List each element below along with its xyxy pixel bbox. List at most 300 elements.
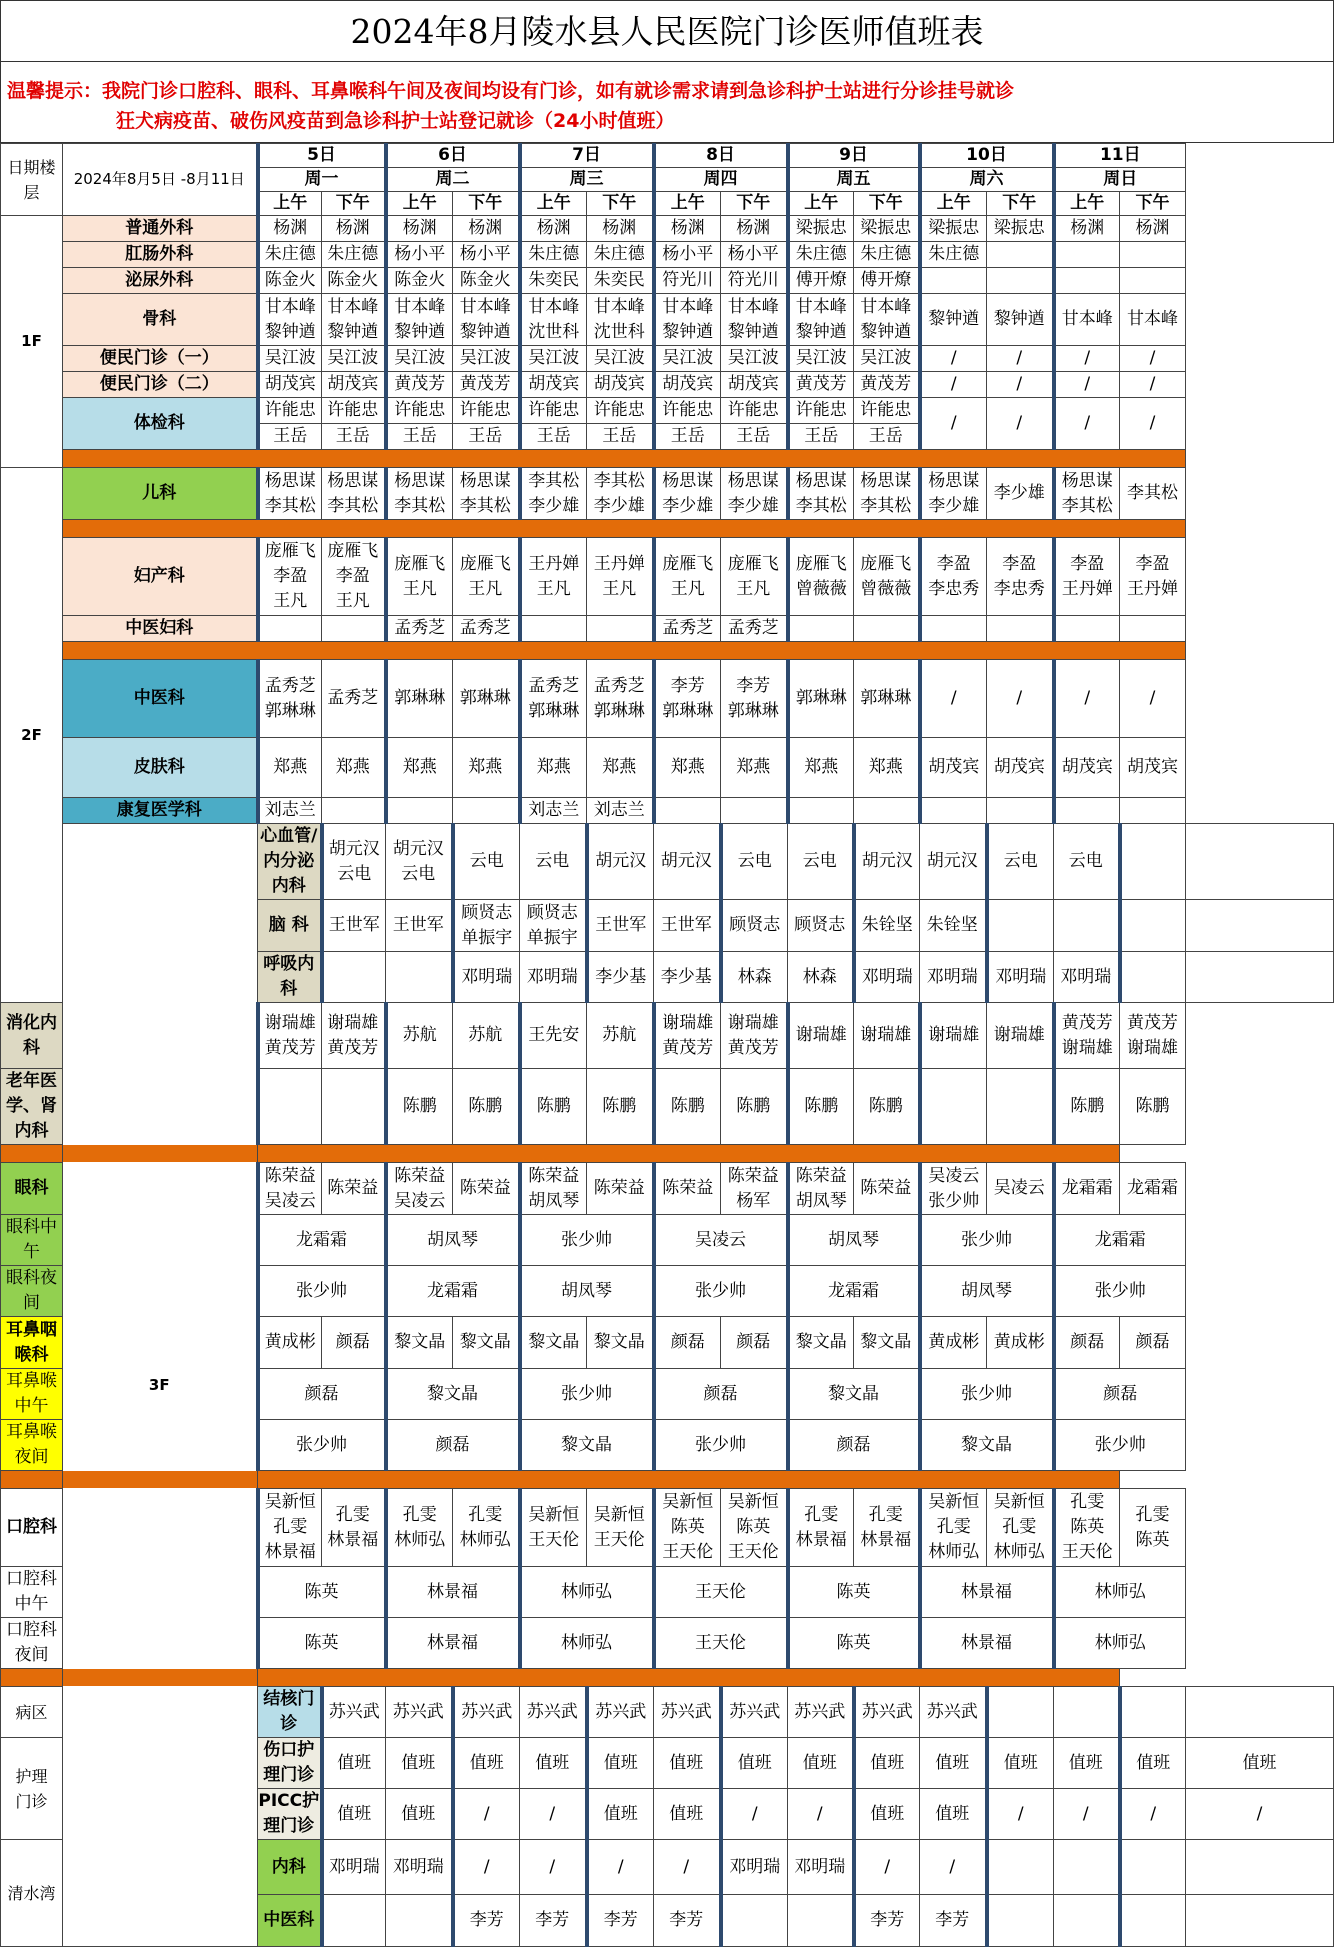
doctor-cell: /: [987, 660, 1054, 738]
doctor-cell: 值班: [322, 1789, 386, 1840]
doctor-cell: 黎文晶: [587, 1317, 654, 1369]
department-name: 眼科中午: [1, 1215, 63, 1266]
doctor-cell: 胡茂宾: [520, 372, 587, 398]
doctor-cell: 孟秀芝 郭琳琳: [258, 660, 322, 738]
doctor-cell: 庞雁飞 王凡: [453, 538, 520, 616]
doctor-cell: 朱奕民: [587, 268, 654, 294]
am-label: 上午: [520, 192, 587, 216]
doctor-cell: [1054, 1895, 1120, 1947]
doctor-cell: 甘本峰 黎钟遒: [258, 294, 322, 346]
doctor-cell: 朱奕民: [520, 268, 587, 294]
doctor-cell: [1186, 1895, 1334, 1947]
doctor-cell: [322, 1895, 386, 1947]
doctor-cell: [1120, 952, 1186, 1003]
doctor-cell: 杨小平: [654, 242, 721, 268]
doctor-cell: 王先安: [520, 1003, 587, 1069]
doctor-cell: [587, 616, 654, 642]
doctor-cell: 杨渊: [587, 216, 654, 242]
doctor-cell: /: [1120, 346, 1186, 372]
doctor-cell: 郑燕: [520, 738, 587, 798]
doctor-cell: [322, 616, 386, 642]
doctor-cell: [1120, 242, 1186, 268]
doctor-cell: 朱庄德: [322, 242, 386, 268]
doctor-cell: 邓明瑞: [386, 1840, 453, 1895]
doctor-cell: 吴江波: [258, 346, 322, 372]
duty-doctor-cell: 龙霜霜: [788, 1266, 920, 1317]
duty-doctor-cell: 颜磊: [1054, 1369, 1186, 1420]
pm-label: 下午: [987, 192, 1054, 216]
doctor-cell: 李芳: [520, 1895, 587, 1947]
doctor-cell: 胡茂宾: [322, 372, 386, 398]
doctor-cell: 甘本峰 黎钟遒: [721, 294, 788, 346]
doctor-cell: [788, 1895, 854, 1947]
duty-doctor-cell: 张少帅: [920, 1369, 1054, 1420]
duty-doctor-cell: 林师弘: [520, 1567, 654, 1618]
doctor-cell: /: [788, 1789, 854, 1840]
department-name: 肛肠外科: [63, 242, 258, 268]
doctor-cell: 黎文晶: [386, 1317, 453, 1369]
floor-label: 护理 门诊: [1, 1738, 63, 1840]
doctor-cell: 陈荣益: [587, 1163, 654, 1215]
doctor-cell: 傅开燎: [854, 268, 920, 294]
doctor-cell: 陈荣益: [322, 1163, 386, 1215]
doctor-cell: 值班: [1120, 1738, 1186, 1789]
header-date-range: 2024年8月5日 -8月11日: [63, 144, 258, 216]
doctor-cell: 李其松: [1120, 468, 1186, 520]
header-corner: 日期楼层: [1, 144, 63, 216]
doctor-cell: 谢瑞雄: [788, 1003, 854, 1069]
doctor-cell: 朱庄德: [920, 242, 987, 268]
doctor-cell: 郑燕: [453, 738, 520, 798]
doctor-cell: 吴新恒 陈英 王天伦: [654, 1489, 721, 1567]
duty-doctor-cell: 龙霜霜: [386, 1266, 520, 1317]
doctor-cell: 杨思谋 李其松: [258, 468, 322, 520]
doctor-cell: 值班: [1054, 1738, 1120, 1789]
department-name: 内科: [258, 1840, 322, 1895]
doctor-cell: /: [520, 1840, 587, 1895]
doctor-cell: [1120, 616, 1186, 642]
department-name: 康复医学科: [63, 798, 258, 824]
doctor-cell: 苏兴武: [322, 1687, 386, 1738]
doctor-cell: 许能忠: [520, 398, 587, 424]
doctor-cell: 云电: [721, 824, 788, 900]
doctor-cell: 苏兴武: [587, 1687, 654, 1738]
doctor-cell: [987, 900, 1054, 952]
duty-doctor-cell: 林师弘: [520, 1618, 654, 1669]
doctor-cell: 杨思谋 李其松: [854, 468, 920, 520]
doctor-cell: 胡元汉: [654, 824, 721, 900]
doctor-cell: 谢瑞雄 黄茂芳: [721, 1003, 788, 1069]
doctor-cell: [1120, 1687, 1186, 1738]
doctor-cell: 杨思谋 李其松: [453, 468, 520, 520]
doctor-cell: [788, 616, 854, 642]
department-name: 中医科: [63, 660, 258, 738]
doctor-cell: 刘志兰: [587, 798, 654, 824]
doctor-cell: 梁振忠: [987, 216, 1054, 242]
department-name: 脑 科: [258, 900, 322, 952]
doctor-cell: [386, 1895, 453, 1947]
doctor-cell: 孟秀芝 郭琳琳: [587, 660, 654, 738]
doctor-cell: 甘本峰 黎钟遒: [654, 294, 721, 346]
doctor-cell: 郑燕: [322, 738, 386, 798]
doctor-cell: 苏兴武: [654, 1687, 721, 1738]
doctor-cell: 孔雯 林师弘: [453, 1489, 520, 1567]
doctor-cell: 陈荣益: [854, 1163, 920, 1215]
doctor-cell: 甘本峰 沈世科: [587, 294, 654, 346]
doctor-cell: 甘本峰: [1120, 294, 1186, 346]
doctor-cell: 陈金火: [258, 268, 322, 294]
day-date: 5日: [258, 144, 386, 168]
doctor-cell: 值班: [386, 1789, 453, 1840]
department-name: 口腔科中午: [1, 1567, 63, 1618]
doctor-cell: 郑燕: [587, 738, 654, 798]
doctor-cell: 陈荣益 胡凤琴: [520, 1163, 587, 1215]
doctor-cell: 杨渊: [520, 216, 587, 242]
duty-doctor-cell: 林师弘: [1054, 1618, 1186, 1669]
floor-label: 1F: [1, 216, 63, 468]
doctor-cell: [987, 1895, 1054, 1947]
duty-doctor-cell: 张少帅: [654, 1420, 788, 1471]
duty-doctor-cell: 龙霜霜: [1054, 1215, 1186, 1266]
doctor-cell: [920, 268, 987, 294]
doctor-cell: 邓明瑞: [920, 952, 987, 1003]
doctor-cell: 谢瑞雄: [854, 1003, 920, 1069]
section-separator: [1, 1471, 1120, 1489]
department-name: 消化内科: [1, 1003, 63, 1069]
section-separator: [63, 450, 1186, 468]
day-date: 8日: [654, 144, 788, 168]
doctor-cell: [721, 798, 788, 824]
doctor-cell: 朱铨坚: [920, 900, 987, 952]
doctor-cell: 谢瑞雄 黄茂芳: [322, 1003, 386, 1069]
doctor-cell: 甘本峰 黎钟遒: [322, 294, 386, 346]
doctor-cell: 胡元汉 云电: [322, 824, 386, 900]
doctor-cell: [386, 798, 453, 824]
doctor-cell: 郭琳琳: [453, 660, 520, 738]
doctor-cell: 杨思谋 李其松: [788, 468, 854, 520]
doctor-cell: 颜磊: [654, 1317, 721, 1369]
doctor-cell: 吴江波: [587, 346, 654, 372]
doctor-cell: /: [654, 1840, 721, 1895]
doctor-cell: /: [1054, 372, 1120, 398]
doctor-cell: 王世军: [587, 900, 654, 952]
doctor-cell: [1120, 824, 1186, 900]
department-name: 中医妇科: [63, 616, 258, 642]
doctor-cell: 陈鹏: [854, 1069, 920, 1145]
doctor-cell: 吴新恒 孔雯 林师弘: [987, 1489, 1054, 1567]
doctor-cell: 谢瑞雄 黄茂芳: [258, 1003, 322, 1069]
doctor-cell: 吴江波: [386, 346, 453, 372]
doctor-cell: 李其松 李少雄: [587, 468, 654, 520]
doctor-cell: 吴新恒 王天伦: [587, 1489, 654, 1567]
am-label: 上午: [654, 192, 721, 216]
doctor-cell: 符光川: [654, 268, 721, 294]
doctor-cell: 值班: [721, 1738, 788, 1789]
doctor-cell: 吴新恒 王天伦: [520, 1489, 587, 1567]
doctor-cell: 李芳: [654, 1895, 721, 1947]
doctor-cell: 黄茂芳 谢瑞雄: [1054, 1003, 1120, 1069]
department-name: 心血管/内分泌内科: [258, 824, 322, 900]
duty-doctor-cell: 林景福: [386, 1618, 520, 1669]
doctor-cell: 杨渊: [453, 216, 520, 242]
doctor-cell: [920, 798, 987, 824]
doctor-cell: 梁振忠: [788, 216, 854, 242]
doctor-cell: 朱庄德: [258, 242, 322, 268]
department-name: PICC护理门诊: [258, 1789, 322, 1840]
am-label: 上午: [258, 192, 322, 216]
doctor-cell: 郑燕: [854, 738, 920, 798]
doctor-cell: 李其松 李少雄: [520, 468, 587, 520]
department-name: 儿科: [63, 468, 258, 520]
doctor-cell: [654, 798, 721, 824]
department-name: 中医科: [258, 1895, 322, 1947]
doctor-cell: 黄成彬: [258, 1317, 322, 1369]
doctor-cell: [987, 798, 1054, 824]
day-date: 6日: [386, 144, 520, 168]
doctor-cell: 郑燕: [788, 738, 854, 798]
doctor-cell: 黄茂芳: [788, 372, 854, 398]
am-label: 上午: [1054, 192, 1120, 216]
doctor-cell: 杨思谋 李其松: [1054, 468, 1120, 520]
doctor-cell: 黄茂芳: [386, 372, 453, 398]
doctor-cell: /: [987, 372, 1054, 398]
doctor-cell: 邓明瑞: [1054, 952, 1120, 1003]
doctor-cell: /: [520, 1789, 587, 1840]
doctor-cell: 杨渊: [258, 216, 322, 242]
doctor-cell: 颜磊: [1120, 1317, 1186, 1369]
pm-label: 下午: [322, 192, 386, 216]
doctor-cell: /: [920, 398, 987, 450]
doctor-cell: 杨渊: [1054, 216, 1120, 242]
doctor-cell: 值班: [788, 1738, 854, 1789]
doctor-cell: 符光川: [721, 268, 788, 294]
doctor-cell: 顾贤志: [721, 900, 788, 952]
doctor-cell: 王岳: [854, 424, 920, 450]
doctor-cell: [1120, 268, 1186, 294]
doctor-cell: 吴新恒 陈英 王天伦: [721, 1489, 788, 1567]
department-name: 眼科: [1, 1163, 63, 1215]
pm-label: 下午: [587, 192, 654, 216]
duty-doctor-cell: 张少帅: [258, 1266, 386, 1317]
doctor-cell: 陈鹏: [520, 1069, 587, 1145]
duty-doctor-cell: 颜磊: [258, 1369, 386, 1420]
doctor-cell: 王岳: [520, 424, 587, 450]
doctor-cell: 胡茂宾: [920, 738, 987, 798]
doctor-cell: 颜磊: [721, 1317, 788, 1369]
doctor-cell: 陈鹏: [453, 1069, 520, 1145]
doctor-cell: 黄茂芳 谢瑞雄: [1120, 1003, 1186, 1069]
doctor-cell: 郭琳琳: [386, 660, 453, 738]
duty-doctor-cell: 吴凌云: [654, 1215, 788, 1266]
doctor-cell: 陈金火: [322, 268, 386, 294]
doctor-cell: 王岳: [386, 424, 453, 450]
doctor-cell: 云电: [788, 824, 854, 900]
doctor-cell: 郑燕: [386, 738, 453, 798]
department-name: 呼吸内科: [258, 952, 322, 1003]
doctor-cell: 郑燕: [258, 738, 322, 798]
doctor-cell: [987, 242, 1054, 268]
floor-label: 清水湾: [1, 1840, 63, 1947]
doctor-cell: 杨思谋 李少雄: [721, 468, 788, 520]
doctor-cell: 谢瑞雄 黄茂芳: [654, 1003, 721, 1069]
doctor-cell: 孔雯 林师弘: [386, 1489, 453, 1567]
doctor-cell: 甘本峰 沈世科: [520, 294, 587, 346]
doctor-cell: 李盈 王丹婵: [1054, 538, 1120, 616]
doctor-cell: /: [453, 1789, 520, 1840]
doctor-cell: 杨思谋 李其松: [322, 468, 386, 520]
doctor-cell: 朱庄德: [788, 242, 854, 268]
doctor-cell: 黄成彬: [987, 1317, 1054, 1369]
doctor-cell: 孟秀芝: [386, 616, 453, 642]
doctor-cell: 朱庄德: [587, 242, 654, 268]
doctor-cell: /: [987, 398, 1054, 450]
day-date: 10日: [920, 144, 1054, 168]
duty-doctor-cell: 张少帅: [520, 1369, 654, 1420]
doctor-cell: [1054, 268, 1120, 294]
doctor-cell: 王岳: [322, 424, 386, 450]
doctor-cell: 朱庄德: [520, 242, 587, 268]
doctor-cell: [854, 798, 920, 824]
duty-doctor-cell: 林师弘: [1054, 1567, 1186, 1618]
doctor-cell: 陈金火: [386, 268, 453, 294]
doctor-cell: 吴新恒 孔雯 林景福: [258, 1489, 322, 1567]
doctor-cell: 陈荣益 吴凌云: [258, 1163, 322, 1215]
doctor-cell: [322, 952, 386, 1003]
doctor-cell: 苏兴武: [386, 1687, 453, 1738]
doctor-cell: [1186, 952, 1334, 1003]
doctor-cell: 陈鹏: [721, 1069, 788, 1145]
doctor-cell: 梁振忠: [920, 216, 987, 242]
doctor-cell: 黎钟遒: [987, 294, 1054, 346]
duty-doctor-cell: 胡凤琴: [788, 1215, 920, 1266]
doctor-cell: 黄茂芳: [854, 372, 920, 398]
doctor-cell: 杨小平: [453, 242, 520, 268]
doctor-cell: 陈荣益 胡凤琴: [788, 1163, 854, 1215]
doctor-cell: 胡元汉: [587, 824, 654, 900]
doctor-cell: 胡茂宾: [1054, 738, 1120, 798]
duty-doctor-cell: 王天伦: [654, 1567, 788, 1618]
doctor-cell: 陈荣益 吴凌云: [386, 1163, 453, 1215]
doctor-cell: 李芳: [920, 1895, 987, 1947]
doctor-cell: 庞雁飞 李盈 王凡: [258, 538, 322, 616]
doctor-cell: 庞雁飞 王凡: [386, 538, 453, 616]
day-weekday: 周一: [258, 168, 386, 192]
duty-doctor-cell: 胡凤琴: [386, 1215, 520, 1266]
doctor-cell: 许能忠: [322, 398, 386, 424]
doctor-cell: 王岳: [258, 424, 322, 450]
duty-doctor-cell: 张少帅: [654, 1266, 788, 1317]
day-weekday: 周三: [520, 168, 654, 192]
doctor-cell: 苏航: [587, 1003, 654, 1069]
doctor-cell: [721, 1895, 788, 1947]
doctor-cell: 庞雁飞 王凡: [654, 538, 721, 616]
doctor-cell: 孔雯 陈英: [1120, 1489, 1186, 1567]
doctor-cell: 林森: [721, 952, 788, 1003]
duty-doctor-cell: 黎文晶: [788, 1369, 920, 1420]
doctor-cell: 吴凌云: [987, 1163, 1054, 1215]
pm-label: 下午: [721, 192, 788, 216]
doctor-cell: 值班: [854, 1789, 920, 1840]
doctor-cell: 陈荣益 杨军: [721, 1163, 788, 1215]
duty-doctor-cell: 张少帅: [520, 1215, 654, 1266]
day-date: 7日: [520, 144, 654, 168]
floor-label: 2F: [1, 468, 63, 1003]
doctor-cell: 值班: [453, 1738, 520, 1789]
doctor-cell: 许能忠: [587, 398, 654, 424]
doctor-cell: 胡茂宾: [654, 372, 721, 398]
doctor-cell: 吴江波: [654, 346, 721, 372]
notice-box: [0, 62, 1334, 143]
doctor-cell: 胡元汉 云电: [386, 824, 453, 900]
duty-doctor-cell: 陈英: [788, 1618, 920, 1669]
department-name: 耳鼻喉夜间: [1, 1420, 63, 1471]
doctor-cell: 甘本峰 黎钟遒: [854, 294, 920, 346]
doctor-cell: [987, 1069, 1054, 1145]
doctor-cell: 苏兴武: [854, 1687, 920, 1738]
doctor-cell: 庞雁飞 曾薇薇: [854, 538, 920, 616]
duty-doctor-cell: 黎文晶: [386, 1369, 520, 1420]
department-name: 结核门诊: [258, 1687, 322, 1738]
duty-doctor-cell: 王天伦: [654, 1618, 788, 1669]
duty-doctor-cell: 陈英: [788, 1567, 920, 1618]
doctor-cell: [1120, 1840, 1186, 1895]
notice-line-2: 狂犬病疫苗、破伤风疫苗到急诊科护士站登记就诊（24小时值班）: [116, 110, 675, 132]
doctor-cell: 顾贤志 单振宇: [453, 900, 520, 952]
doctor-cell: 黎文晶: [520, 1317, 587, 1369]
doctor-cell: /: [1054, 346, 1120, 372]
doctor-cell: [1054, 242, 1120, 268]
pm-label: 下午: [453, 192, 520, 216]
doctor-cell: /: [453, 1840, 520, 1895]
duty-doctor-cell: 龙霜霜: [258, 1215, 386, 1266]
doctor-cell: 李芳: [854, 1895, 920, 1947]
duty-doctor-cell: 张少帅: [258, 1420, 386, 1471]
doctor-cell: [1054, 1840, 1120, 1895]
doctor-cell: 杨小平: [721, 242, 788, 268]
department-name: 耳鼻咽喉科: [1, 1317, 63, 1369]
duty-doctor-cell: 陈英: [258, 1567, 386, 1618]
duty-doctor-cell: 陈英: [258, 1618, 386, 1669]
doctor-cell: 吴江波: [854, 346, 920, 372]
doctor-cell: [386, 952, 453, 1003]
duty-doctor-cell: 颜磊: [788, 1420, 920, 1471]
doctor-cell: 陈鹏: [587, 1069, 654, 1145]
doctor-cell: 孟秀芝 郭琳琳: [520, 660, 587, 738]
doctor-cell: 值班: [654, 1738, 721, 1789]
doctor-cell: [1120, 900, 1186, 952]
doctor-cell: 王岳: [721, 424, 788, 450]
doctor-cell: 陈鹏: [386, 1069, 453, 1145]
doctor-cell: 苏兴武: [788, 1687, 854, 1738]
doctor-cell: [987, 268, 1054, 294]
doctor-cell: /: [1120, 1789, 1186, 1840]
doctor-cell: 值班: [654, 1789, 721, 1840]
doctor-cell: 龙霜霜: [1054, 1163, 1120, 1215]
doctor-cell: 李盈 李忠秀: [920, 538, 987, 616]
doctor-cell: 许能忠: [258, 398, 322, 424]
doctor-cell: 邓明瑞: [788, 1840, 854, 1895]
department-name: 眼科夜间: [1, 1266, 63, 1317]
doctor-cell: 李少雄: [987, 468, 1054, 520]
doctor-cell: /: [587, 1840, 654, 1895]
doctor-cell: 王岳: [788, 424, 854, 450]
department-name: 老年医学、肾内科: [1, 1069, 63, 1145]
doctor-cell: 李盈 李忠秀: [987, 538, 1054, 616]
doctor-cell: 郑燕: [721, 738, 788, 798]
doctor-cell: 云电: [520, 824, 587, 900]
doctor-cell: 王世军: [654, 900, 721, 952]
doctor-cell: 谢瑞雄: [920, 1003, 987, 1069]
